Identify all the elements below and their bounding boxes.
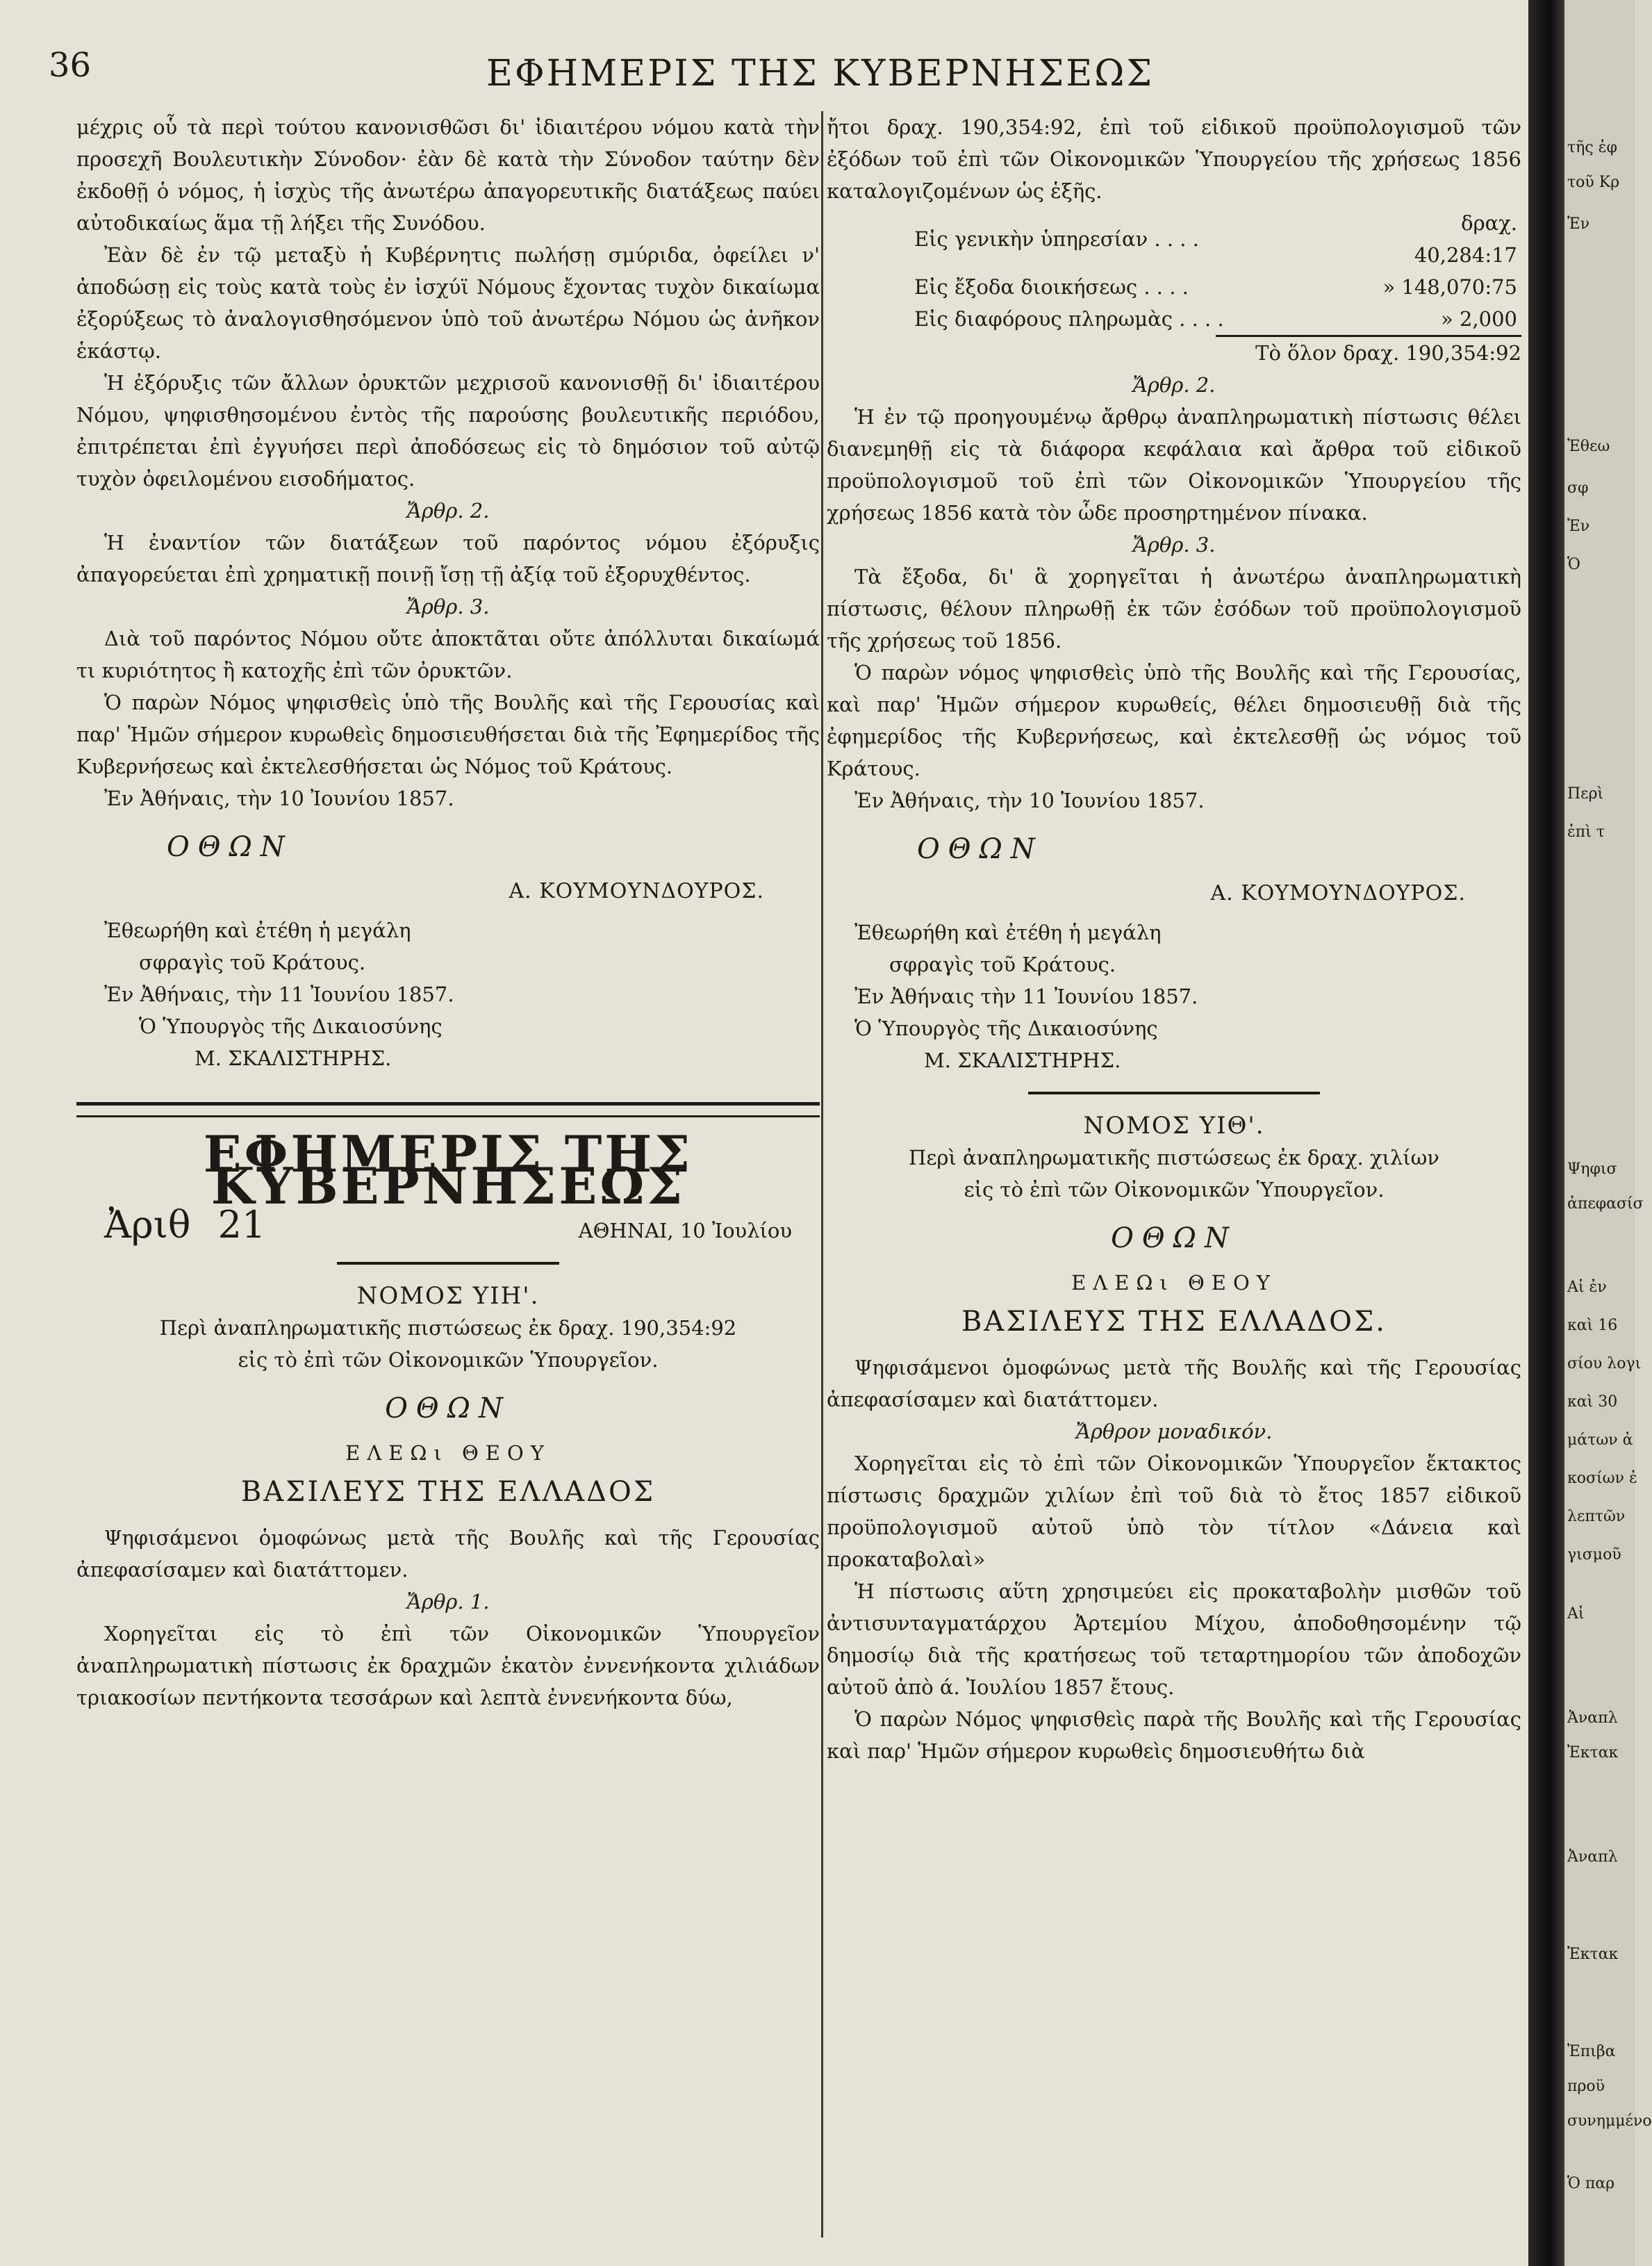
paragraph: μέχρις οὗ τὰ περὶ τούτου κανονισθῶσι δι' ἰδιαιτέρου νόμου κατὰ τὴν προσεχῆ Βουλευτικὴν Σύνοδον· ἐὰν δὲ κατὰ τὴν Σύνοδον ταύτην δὲν ἐκδοθῇ ὁ νόμος, ἡ ἰσχὺς τῆς ἀνωτέρω ἀπαγορευτικῆς διατάξεως παύει αὐτοδικαίως ἅμα τῇ λήξει τῆς Συνόδου.: [76, 115, 820, 235]
paragraph: Χορηγεῖται εἰς τὸ ἐπὶ τῶν Οἰκονομικῶν Ὑπουργεῖον ἔκτακτος πίστωσις δραχμῶν χιλίων ἐπὶ τοῦ διὰ τὸ ἔτος 1857 εἰδικοῦ προϋπολογισμοῦ αὐτοῦ ὑπὸ τὸν τίτλον «Δάνεια καὶ προκαταβολαὶ»: [827, 1452, 1521, 1571]
fragment-text: Ἀναπλ: [1567, 1709, 1618, 1727]
seal-name: Μ. ΣΚΑΛΙΣΤΗΡΗΣ.: [924, 1049, 1121, 1072]
fragment-text: Ἀναπλ: [1567, 1848, 1618, 1866]
fragment-text: Ἐπιβα: [1567, 2043, 1616, 2060]
paragraph: Ὁ παρὼν Νόμος ψηφισθεὶς παρὰ τῆς Βουλῆς καὶ τῆς Γερουσίας καὶ παρ' Ἡμῶν σήμερον κυρωθεὶς δημοσιευθήτω διὰ: [827, 1707, 1521, 1763]
fragment-text: τῆς ἐφ: [1567, 139, 1617, 156]
fragment-text: Ἐν: [1567, 215, 1590, 233]
short-rule: [337, 1262, 559, 1265]
fragment-text: Ἐκτακ: [1567, 1744, 1619, 1762]
fragment-text: Ὁ: [1567, 556, 1580, 573]
fragment-text: Περὶ: [1567, 785, 1604, 803]
fragment-text: Αἱ ἐν: [1567, 1279, 1607, 1296]
law-title: ΝΟΜΟΣ ΥΙΘ'.: [1083, 1112, 1265, 1140]
fragment-text: ἐπὶ τ: [1567, 823, 1605, 841]
article-heading: Ἄρθρ. 1.: [406, 1590, 490, 1614]
by-grace-of-god: ΕΛΕΩι ΘΕΟΥ: [345, 1441, 551, 1465]
fragment-text: Ἐν: [1567, 518, 1590, 535]
fragment-text: μάτων ἀ: [1567, 1431, 1633, 1449]
fragment-text: ἀπεφασίσ: [1567, 1195, 1644, 1213]
article-heading: Ἄρθρον μοναδικόν.: [1075, 1420, 1273, 1443]
law-description: Περὶ ἀναπληρωματικῆς πιστώσεως ἐκ δραχ. χιλίων: [909, 1146, 1439, 1169]
paragraph: Ἡ ἐν τῷ προηγουμένῳ ἄρθρῳ ἀναπληρωματικὴ πίστωσις θέλει διανεμηθῇ εἰς τὰ διάφορα κεφάλαια καὶ ἄρθρα τοῦ εἰδικοῦ προϋπολογισμοῦ τοῦ ἐπὶ τῶν Οἰκονομικῶν Ὑπουργείου τῆς χρήσεως 1856 κατὰ τὸν ὧδε προσηρτημένον πίνακα.: [827, 405, 1521, 525]
fragment-text: Ἐθεω: [1567, 438, 1610, 455]
paragraph: Ἡ ἐξόρυξις τῶν ἄλλων ὀρυκτῶν μεχρισοῦ κανονισθῇ δι' ἰδιαιτέρου Νόμου, ψηφισθησομένου ἐντὸς τῆς παρούσης βουλευτικῆς περιόδου, ἐπιτρέπεται ἐπὶ ἐγγυήσει περὶ ἀποδόσεως εἰς τὸ δημόσιον τοῦ αὐτῷ τυχὸν ὀφειλομένου εισοδήματος.: [76, 371, 820, 491]
article-heading: Ἄρθρ. 3.: [1132, 533, 1216, 557]
article-heading: Ἄρθρ. 3.: [406, 595, 490, 618]
article-heading: Ἄρθρ. 2.: [1132, 373, 1216, 397]
seal-minister: Ὁ Ὑπουργὸς τῆς Δικαιοσύνης: [854, 1017, 1158, 1040]
page-header: [0, 42, 1528, 97]
issue-date: ΑΘΗΝΑΙ, 10 Ἰουλίου: [578, 1219, 792, 1242]
date-line: Ἐν Ἀθήναις, τὴν 10 Ἰουνίου 1857.: [854, 789, 1205, 812]
fragment-text: προϋ: [1567, 2078, 1605, 2095]
table-row: Εἰς γενικὴν ὑπηρεσίαν . . . . δραχ. 40,284:17: [914, 211, 1517, 267]
minister-signature: Α. ΚΟΥΜΟΥΝΔΟΥΡΟΣ.: [509, 879, 764, 903]
table-row: Εἰς διαφόρους πληρωμὰς . . . . » 2,000: [914, 307, 1517, 331]
seal-date: Ἐν Ἀθήναις τὴν 11 Ἰουνίου 1857.: [854, 985, 1198, 1008]
law-description: εἰς τὸ ἐπὶ τῶν Οἰκονομικῶν Ὑπουργεῖον.: [964, 1178, 1385, 1201]
paragraph: Χορηγεῖται εἰς τὸ ἐπὶ τῶν Οἰκονομικῶν Ὑπουργεῖον ἀναπληρωματικὴ πίστωσις ἐκ δραχμῶν ἑκατὸν ἐννενήκοντα χιλιάδων τριακοσίων πεντήκοντα τεσσάρων καὶ λεπτὰ ἐννενήκοντα δύω,: [76, 1622, 820, 1709]
paragraph: Ὁ παρὼν Νόμος ψηφισθεὶς ὑπὸ τῆς Βουλῆς καὶ τῆς Γερουσίας καὶ παρ' Ἡμῶν σήμερον κυρωθεὶς δημοσιευθήσεται διὰ τῆς Ἐφημερίδος τῆς Κυβερνήσεως καὶ ἐκτελεσθήσεται ὡς Νόμος τοῦ Κράτους.: [76, 691, 820, 778]
fragment-text: τοῦ Κρ: [1567, 174, 1620, 191]
fragment-text: καὶ 30: [1567, 1393, 1618, 1411]
page-number: 36: [49, 46, 92, 85]
fragment-text: Αἱ: [1567, 1605, 1585, 1623]
fragment-text: κοσίων ἐ: [1567, 1470, 1637, 1487]
book-gutter: [1528, 0, 1564, 2266]
law-title: ΝΟΜΟΣ ΥΙΗ'.: [356, 1282, 540, 1310]
paragraph: Ἡ ἐναντίον τῶν διατάξεων τοῦ παρόντος νόμου ἐξόρυξις ἀπαγορεύεται ἐπὶ χρηματικῇ ποινῇ ἴσῃ τῇ ἀξίᾳ τοῦ ἐξορυχθέντος.: [76, 531, 820, 586]
paragraph: Ἡ πίστωσις αὕτη χρησιμεύει εἰς προκαταβολὴν μισθῶν τοῦ ἀντισυνταγματάρχου Ἀρτεμίου Μίχου, ἀποδοθησομένην τῷ δημοσίῳ διὰ τῆς κρατήσεως τοῦ τεταρτημορίου τῶν ἀποδοχῶν αὐτοῦ ἀπὸ ά. Ἰουλίου 1857 ἔτους.: [827, 1579, 1521, 1699]
seal-line: σφραγὶς τοῦ Κράτους.: [139, 951, 366, 974]
fragment-text: σφ: [1567, 479, 1589, 497]
section-rule: [76, 1102, 820, 1106]
fragment-text: Ὁ παρ: [1567, 2175, 1615, 2192]
king-signature: ΟΘΩΝ: [167, 831, 293, 863]
seal-line: σφραγὶς τοῦ Κράτους.: [889, 953, 1116, 976]
king-name: ΟΘΩΝ: [385, 1393, 511, 1425]
paragraph: ἤτοι δραχ. 190,354:92, ἐπὶ τοῦ εἰδικοῦ προϋπολογισμοῦ τῶν ἐξόδων τοῦ ἐπὶ τῶν Οἰκονομικῶν Ὑπουργείου τῆς χρήσεως 1856 καταλογιζομένων ὡς ἑξῆς.: [827, 115, 1521, 203]
law-description: Περὶ ἀναπληρωματικῆς πιστώσεως ἐκ δραχ. 190,354:92: [159, 1316, 737, 1340]
seal-name: Μ. ΣΚΑΛΙΣΤΗΡΗΣ.: [195, 1046, 392, 1070]
left-column: [76, 111, 820, 1714]
seal-minister: Ὁ Ὑπουργὸς τῆς Δικαιοσύνης: [139, 1015, 443, 1038]
paragraph: Ψηφισάμενοι ὁμοφώνως μετὰ τῆς Βουλῆς καὶ τῆς Γερουσίας ἀπεφασίσαμεν καὶ διατάττομεν.: [827, 1356, 1521, 1411]
fragment-text: σίου λογι: [1567, 1355, 1642, 1372]
law-description: εἰς τὸ ἐπὶ τῶν Οἰκονομικῶν Ὑπουργεῖον.: [238, 1348, 659, 1372]
king-signature: ΟΘΩΝ: [917, 833, 1043, 865]
accounts-table: [910, 207, 1521, 335]
table-row: Εἰς ἔξοδα διοικήσεως . . . . » 148,070:75: [914, 275, 1517, 299]
seal-date: Ἐν Ἀθήναις, τὴν 11 Ἰουνίου 1857.: [104, 983, 454, 1006]
fragment-text: λεπτῶν: [1567, 1508, 1626, 1525]
right-column: [827, 111, 1521, 1767]
running-title: ΕΦΗΜΕΡΙΣ ΤΗΣ ΚΥΒΕΡΝΗΣΕΩΣ: [486, 53, 1155, 95]
issue-number: Ἀριθ 21: [104, 1203, 266, 1247]
article-heading: Ἄρθρ. 2.: [406, 499, 490, 523]
section-rule: [76, 1115, 820, 1117]
paragraph: Διὰ τοῦ παρόντος Νόμου οὔτε ἀποκτᾶται οὔτε ἀπόλλυται δικαίωμά τι κυριότητος ἢ κατοχῆς ἐπὶ τῶν ὀρυκτῶν.: [76, 627, 820, 682]
fragment-text: συνημμένο: [1567, 2112, 1652, 2130]
fragment-text: καὶ 16: [1567, 1317, 1618, 1334]
paragraph: Ὁ παρὼν νόμος ψηφισθεὶς ὑπὸ τῆς Βουλῆς καὶ τῆς Γερουσίας, καὶ παρ' Ἡμῶν σήμερον κυρωθείς, θέλει δημοσιευθῇ διὰ τῆς ἐφημερίδος τῆς Κυβερνήσεως, καὶ ἐκτελεσθῇ ὡς νόμος τοῦ Κράτους.: [827, 661, 1521, 780]
short-rule: [1028, 1092, 1320, 1094]
fragment-text: Ἐκτακ: [1567, 1946, 1619, 1963]
seal-line: Ἐθεωρήθη καὶ ἐτέθη ἡ μεγάλη: [854, 921, 1162, 944]
seal-line: Ἐθεωρήθη καὶ ἐτέθη ἡ μεγάλη: [104, 919, 411, 942]
next-page-edge: [1564, 0, 1652, 2266]
paragraph: Ψηφισάμενοι ὁμοφώνως μετὰ τῆς Βουλῆς καὶ τῆς Γερουσίας ἀπεφασίσαμεν καὶ διατάττομεν.: [76, 1526, 820, 1582]
paragraph: Ἐὰν δὲ ἐν τῷ μεταξὺ ἡ Κυβέρνητις πωλήσῃ σμύριδα, ὀφείλει ν' ἀποδώσῃ εἰς τοὺς κατὰ τοὺς ἐν ἰσχύϊ Νόμους ἔχοντας τυχὸν δικαίωμα ἐξορύξεως τὸ ἀναλογισθησόμενον ὑπὸ τοῦ ἀνωτέρω Νόμου ὡς ἀνῆκον ἑκάστῳ.: [76, 243, 820, 363]
minister-signature: Α. ΚΟΥΜΟΥΝΔΟΥΡΟΣ.: [1210, 881, 1466, 905]
masthead-title: ΕΦΗΜΕΡΙΣ ΤΗΣ ΚΥΒΕΡΝΗΣΕΩΣ: [203, 1124, 693, 1215]
king-name: ΟΘΩΝ: [1111, 1222, 1237, 1254]
total-line: Τὸ ὅλον δραχ. 190,354:92: [1216, 335, 1521, 369]
column-divider: [821, 111, 823, 2238]
date-line: Ἐν Ἀθήναις, τὴν 10 Ἰουνίου 1857.: [104, 787, 454, 810]
by-grace-of-god: ΕΛΕΩι ΘΕΟΥ: [1071, 1271, 1277, 1295]
fragment-text: γισμοῦ: [1567, 1546, 1621, 1563]
fragment-text: Ψηφισ: [1567, 1160, 1617, 1178]
paragraph: Τὰ ἔξοδα, δι' ἃ χορηγεῖται ἡ ἀνωτέρω ἀναπληρωματικὴ πίστωσις, θέλουν πληρωθῇ ἐκ τῶν ἐσόδων τοῦ προϋπολογισμοῦ τῆς χρήσεως τοῦ 1856.: [827, 565, 1521, 652]
king-of-greece: ΒΑΣΙΛΕΥΣ ΤΗΣ ΕΛΛΑΔΟΣ.: [961, 1306, 1387, 1338]
king-of-greece: ΒΑΣΙΛΕΥΣ ΤΗΣ ΕΛΛΑΔΟΣ: [240, 1476, 656, 1508]
